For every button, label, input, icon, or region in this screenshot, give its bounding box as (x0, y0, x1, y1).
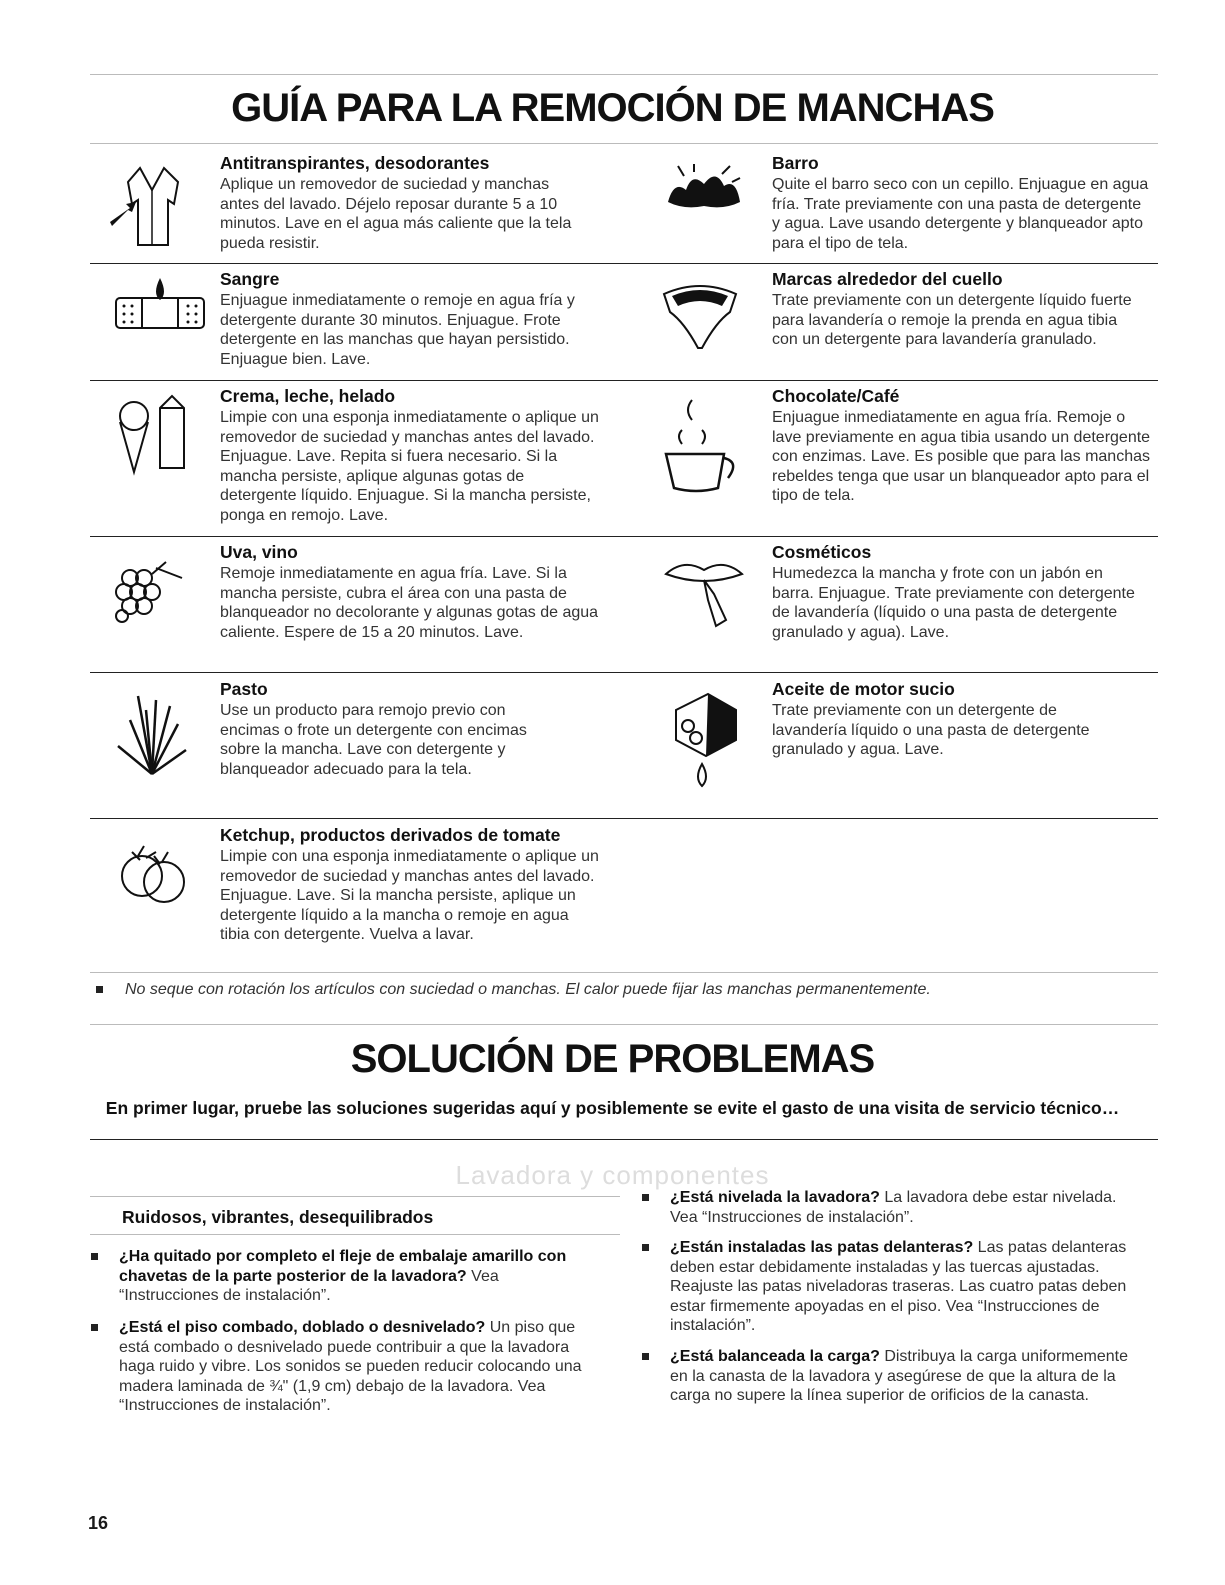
stain-block-ketchup (220, 825, 740, 945)
stain-body: Enjuague inmediatamente o remoje en agua fría y detergente durante 30 minutos. Enjuague. Frote detergente en las manchas que hayan persistido. Enjuague bien. Lave. (220, 292, 575, 368)
row-divider (90, 536, 1158, 537)
stain-body: Limpie con una esponja inmediatamente o aplique un removedor de suciedad y manchas antes del lavado. Enjuague. Lave. Repita si fuera necesario. Si la mancha persiste, aplique algunas gotas de detergente líquido. Enjuague. Si la mancha persiste, ponga en remojo. Lave. (220, 409, 599, 524)
stain-body: Quite el barro seco con un cepillo. Enjuague en agua fría. Trate previamente con una pasta de detergente y agua. Lave usando detergente y blanqueador apto para el tipo de tela. (772, 176, 1149, 252)
coffee-cup-icon (662, 396, 742, 494)
page-number: 16 (88, 1513, 109, 1533)
mud-splash-icon (664, 162, 744, 212)
stain-title: Antitranspirantes, desodorantes (220, 153, 490, 173)
title-rule (90, 143, 1158, 144)
stain-title: Marcas alrededor del cuello (772, 269, 1003, 289)
stain-body: Aplique un removedor de suciedad y manchas antes del lavado. Déjelo reposar durante 5 a 10 minutos. Lave en el agua más caliente que la tela pueda resistir. (220, 176, 572, 252)
left-item (119, 1247, 599, 1306)
guide-note-text: No seque con rotación los artículos con suciedad o manchas. El calor puede fijar las manchas permanentemente. (125, 981, 931, 998)
item-question: ¿Ha quitado por completo el fleje de embalaje amarillo con chavetas de la parte posterior de la lavadora? (119, 1248, 567, 1285)
item-question: ¿Están instaladas las patas delanteras? (670, 1239, 974, 1256)
stain-block-uva (220, 542, 740, 642)
row-divider (90, 972, 1158, 973)
stain-block-cosmeticos (772, 542, 1225, 642)
stain-block-antitranspirantes (220, 153, 740, 253)
row-divider (90, 263, 1158, 264)
bandage-icon (112, 276, 208, 336)
row-divider (90, 672, 1158, 673)
stain-title: Crema, leche, helado (220, 386, 396, 406)
lips-lipstick-icon (664, 560, 744, 630)
stain-body: Use un producto para remojo previo con encimas o frote un detergente con encimas sobre la mancha. Lave con detergente y blanqueador adecuado para la tela. (220, 702, 527, 778)
bullet-square-icon (642, 1353, 649, 1360)
stain-block-aceite (772, 679, 1225, 760)
subsection-heading: Ruidosos, vibrantes, desequilibrados (122, 1207, 434, 1227)
top-rule (90, 74, 1158, 75)
guide-title: GUÍA PARA LA REMOCIÓN DE MANCHAS (231, 86, 994, 130)
subsection-top-rule (90, 1196, 620, 1197)
left-item (119, 1318, 599, 1416)
trouble-top-rule (90, 1024, 1158, 1025)
item-question: ¿Está nivelada la lavadora? (670, 1189, 880, 1206)
bullet-square-icon (91, 1324, 98, 1331)
ice-cream-milk-icon (112, 392, 192, 476)
grapes-icon (112, 558, 192, 624)
section-heading: Lavadora y componentes (455, 1160, 770, 1190)
stain-title: Pasto (220, 679, 268, 699)
item-answer: Un piso que está combado o desnivelado puede contribuir a que la lavadora haga ruido y vibre. Los sonidos se pueden reducir colocando una madera laminada de ¾" (1,9 cm) debajo de la lavadora. Vea “Instrucciones de instalación”. (119, 1319, 582, 1414)
subsection-bottom-rule (90, 1234, 620, 1235)
item-question: ¿Está balanceada la carga? (670, 1348, 880, 1365)
item-answer: La lavadora debe estar nivelada. Vea “Instrucciones de instalación”. (670, 1189, 1117, 1226)
stain-title: Sangre (220, 269, 280, 289)
stain-title: Aceite de motor sucio (772, 679, 955, 699)
stain-title: Cosméticos (772, 542, 872, 562)
item-answer: Distribuya la carga uniformemente en la canasta de la lavadora y asegúrese de que la altura de la carga no supere la línea superior de orificios de la canasta. (670, 1348, 1128, 1404)
stain-title: Barro (772, 153, 819, 173)
trouble-title: SOLUCIÓN DE PROBLEMAS (350, 1037, 875, 1081)
bullet-square-icon (642, 1244, 649, 1251)
stain-body: Remoje inmediatamente en agua fría. Lave. Si la mancha persiste, cubra el área con una pasta de blanqueador no decolorante y algunas gotas de agua caliente. Espere de 15 a 20 minutos. Lave. (220, 565, 599, 641)
stain-title: Ketchup, productos derivados de tomate (220, 825, 561, 845)
item-answer: Vea “Instrucciones de instalación”. (119, 1267, 499, 1304)
collar-icon (660, 282, 740, 352)
row-divider (90, 380, 1158, 381)
item-question: ¿Está el piso combado, doblado o desnivelado? (119, 1319, 486, 1336)
stain-body: Trate previamente con un detergente líquido fuerte para lavandería o remoje la prenda en agua tibia con un detergente para lavandería granulado. (772, 292, 1132, 348)
row-divider (90, 818, 1158, 819)
right-item (670, 1347, 1140, 1406)
stain-body: Trate previamente con un detergente de lavandería líquido o una pasta de detergente granulado y agua. Lave. (772, 702, 1090, 758)
bullet-square-icon (91, 1253, 98, 1260)
shirt-icon (108, 160, 188, 250)
trouble-rule (90, 1139, 1158, 1140)
right-item (670, 1188, 1140, 1227)
stain-body: Enjuague inmediatamente en agua fría. Remoje o lave previamente en agua tibia usando un detergente con enzimas. Lave. Es posible que para las manchas rebeldes tenga que usar un blanqueador apto para el tipo de tela. (772, 409, 1151, 504)
bullet-square-icon (96, 986, 103, 993)
stain-body: Humedezca la mancha y frote con un jabón en barra. Enjuague. Trate previamente con detergente de lavandería (líquido o una pasta de detergente granulado y agua). Lave. (772, 565, 1135, 641)
stain-title: Uva, vino (220, 542, 298, 562)
stain-block-cuello (772, 269, 1225, 350)
tomato-icon (112, 838, 192, 908)
bullet-square-icon (642, 1194, 649, 1201)
stain-block-pasto (220, 679, 740, 779)
stain-block-chocolate (772, 386, 1225, 506)
stain-body: Limpie con una esponja inmediatamente o aplique un removedor de suciedad y manchas antes del lavado. Enjuague. Lave. Si la mancha persiste, aplique un detergente líquido a la mancha o remoje en agua tibia con detergente. Vuelva a lavar. (220, 848, 599, 943)
guide-note (96, 981, 931, 999)
stain-block-barro (772, 153, 1225, 253)
right-item (670, 1238, 1160, 1336)
trouble-subtitle: En primer lugar, pruebe las soluciones sugeridas aquí y posiblemente se evite el gasto de una visita de servicio técnico… (105, 1098, 1120, 1118)
grass-icon (112, 690, 192, 776)
item-answer: Las patas delanteras deben estar debidamente instaladas y las tuercas ajustadas. Reajuste las patas niveladoras traseras. Las cuatro patas deben estar firmemente apoyadas en el piso. Vea “Instrucciones de instalación”. (670, 1239, 1127, 1334)
engine-oil-icon (664, 690, 740, 790)
stain-title: Chocolate/Café (772, 386, 900, 406)
